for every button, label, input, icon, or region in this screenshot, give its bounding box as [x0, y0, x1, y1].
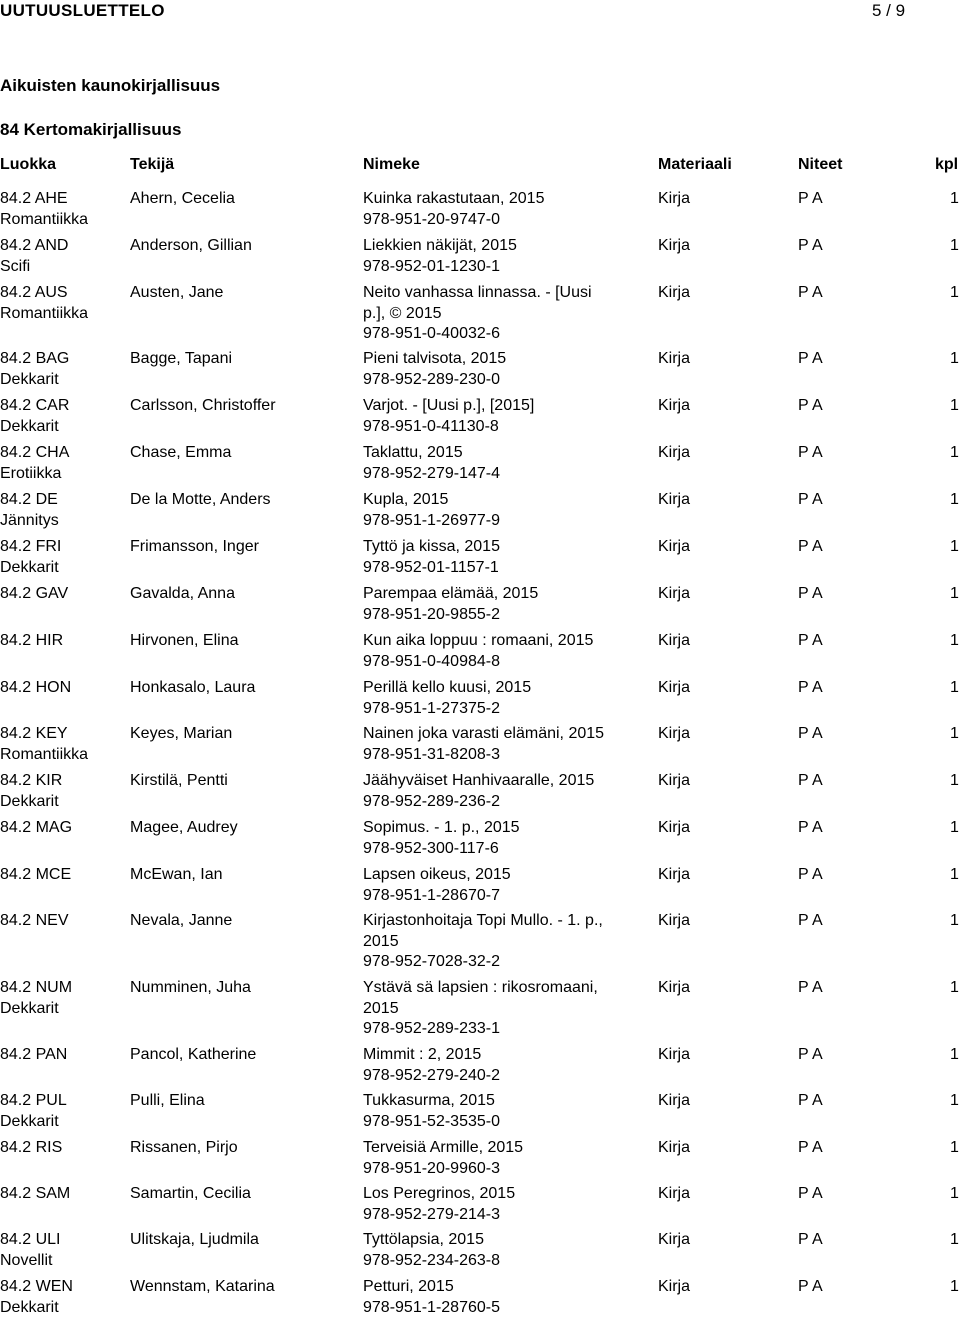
author-cell: Ahern, Cecelia: [130, 189, 355, 210]
luokka-cell: [0, 490, 125, 531]
copies-location-cell: P A: [798, 1230, 823, 1251]
title-text: p.], © 2015: [363, 304, 648, 325]
isbn-text: 978-952-289-230-0: [363, 370, 648, 391]
luokka-cell: [0, 283, 125, 324]
author-cell: Chase, Emma: [130, 443, 355, 464]
title-cell: [363, 818, 648, 859]
isbn-text: 978-952-279-147-4: [363, 464, 648, 485]
title-text: Kupla, 2015: [363, 490, 648, 511]
title-cell: [363, 631, 648, 672]
genre-label: Novellit: [0, 1251, 125, 1272]
isbn-text: 978-951-31-8208-3: [363, 745, 648, 766]
isbn-text: 978-951-0-40032-6: [363, 324, 648, 345]
count-cell: 1: [950, 584, 959, 605]
luokka-cell: [0, 865, 125, 886]
genre-label: Dekkarit: [0, 1112, 125, 1133]
class-code: 84.2 BAG: [0, 349, 125, 370]
author-cell: Samartin, Cecilia: [130, 1184, 355, 1205]
class-code: 84.2 HIR: [0, 631, 125, 652]
title-cell: [363, 1184, 648, 1225]
count-cell: 1: [950, 631, 959, 652]
class-code: 84.2 PUL: [0, 1091, 125, 1112]
class-code: 84.2 RIS: [0, 1138, 125, 1159]
author-cell: Kirstilä, Pentti: [130, 771, 355, 792]
author-cell: Carlsson, Christoffer: [130, 396, 355, 417]
genre-label: Dekkarit: [0, 792, 125, 813]
title-cell: [363, 189, 648, 230]
author-cell: Pulli, Elina: [130, 1091, 355, 1112]
title-cell: [363, 865, 648, 906]
copies-location-cell: P A: [798, 771, 823, 792]
count-cell: 1: [950, 236, 959, 257]
material-cell: Kirja: [658, 537, 690, 558]
isbn-text: 978-952-300-117-6: [363, 839, 648, 860]
class-code: 84.2 NUM: [0, 978, 125, 999]
title-cell: [363, 1277, 648, 1318]
class-code: 84.2 HON: [0, 678, 125, 699]
material-cell: Kirja: [658, 189, 690, 210]
author-cell: Numminen, Juha: [130, 978, 355, 999]
luokka-cell: [0, 189, 125, 230]
title-text: Jäähyväiset Hanhivaaralle, 2015: [363, 771, 648, 792]
class-code: 84.2 FRI: [0, 537, 125, 558]
material-cell: Kirja: [658, 1091, 690, 1112]
luokka-cell: [0, 818, 125, 839]
copies-location-cell: P A: [798, 490, 823, 511]
title-text: Nainen joka varasti elämäni, 2015: [363, 724, 648, 745]
author-cell: Gavalda, Anna: [130, 584, 355, 605]
copies-location-cell: P A: [798, 678, 823, 699]
luokka-cell: [0, 443, 125, 484]
luokka-cell: [0, 978, 125, 1019]
copies-location-cell: P A: [798, 724, 823, 745]
class-code: 84.2 AND: [0, 236, 125, 257]
luokka-cell: [0, 724, 125, 765]
material-cell: Kirja: [658, 1230, 690, 1251]
column-header-kpl: kpl: [935, 156, 958, 174]
class-code: 84.2 MAG: [0, 818, 125, 839]
title-cell: [363, 771, 648, 812]
count-cell: 1: [950, 189, 959, 210]
count-cell: 1: [950, 1091, 959, 1112]
genre-label: Romantiikka: [0, 210, 125, 231]
title-cell: [363, 911, 648, 973]
count-cell: 1: [950, 1138, 959, 1159]
title-text: Kirjastonhoitaja Topi Mullo. - 1. p.,: [363, 911, 648, 932]
author-cell: Wennstam, Katarina: [130, 1277, 355, 1298]
isbn-text: 978-951-52-3535-0: [363, 1112, 648, 1133]
column-header-luokka: Luokka: [0, 156, 56, 174]
title-text: Terveisiä Armille, 2015: [363, 1138, 648, 1159]
count-cell: 1: [950, 865, 959, 886]
class-code: 84.2 KIR: [0, 771, 125, 792]
material-cell: Kirja: [658, 283, 690, 304]
isbn-text: 978-951-1-26977-9: [363, 511, 648, 532]
isbn-text: 978-951-1-27375-2: [363, 699, 648, 720]
count-cell: 1: [950, 1184, 959, 1205]
luokka-cell: [0, 771, 125, 812]
class-code: 84.2 WEN: [0, 1277, 125, 1298]
title-text: Mimmit : 2, 2015: [363, 1045, 648, 1066]
count-cell: 1: [950, 1230, 959, 1251]
copies-location-cell: P A: [798, 283, 823, 304]
isbn-text: 978-951-20-9747-0: [363, 210, 648, 231]
copies-location-cell: P A: [798, 349, 823, 370]
title-cell: [363, 1091, 648, 1132]
genre-label: Dekkarit: [0, 417, 125, 438]
title-text: Neito vanhassa linnassa. - [Uusi: [363, 283, 648, 304]
class-code: 84.2 SAM: [0, 1184, 125, 1205]
column-header-tekija: Tekijä: [130, 156, 174, 174]
material-cell: Kirja: [658, 724, 690, 745]
title-text: Tyttölapsia, 2015: [363, 1230, 648, 1251]
class-code: 84.2 NEV: [0, 911, 125, 932]
author-cell: Magee, Audrey: [130, 818, 355, 839]
material-cell: Kirja: [658, 1138, 690, 1159]
title-text: Tukkasurma, 2015: [363, 1091, 648, 1112]
title-text: Petturi, 2015: [363, 1277, 648, 1298]
title-text: Ystävä sä lapsien : rikosromaani,: [363, 978, 648, 999]
title-cell: [363, 396, 648, 437]
material-cell: Kirja: [658, 443, 690, 464]
copies-location-cell: P A: [798, 1045, 823, 1066]
count-cell: 1: [950, 724, 959, 745]
title-text: Los Peregrinos, 2015: [363, 1184, 648, 1205]
title-text: Parempaa elämää, 2015: [363, 584, 648, 605]
title-cell: [363, 537, 648, 578]
count-cell: 1: [950, 771, 959, 792]
count-cell: 1: [950, 443, 959, 464]
isbn-text: 978-951-1-28760-5: [363, 1298, 648, 1318]
copies-location-cell: P A: [798, 865, 823, 886]
title-cell: [363, 283, 648, 345]
genre-label: Dekkarit: [0, 1298, 125, 1318]
isbn-text: 978-952-01-1230-1: [363, 257, 648, 278]
isbn-text: 978-952-279-240-2: [363, 1066, 648, 1087]
luokka-cell: [0, 1230, 125, 1271]
class-code: 84.2 ULI: [0, 1230, 125, 1251]
title-cell: [363, 443, 648, 484]
author-cell: Honkasalo, Laura: [130, 678, 355, 699]
author-cell: Ulitskaja, Ljudmila: [130, 1230, 355, 1251]
count-cell: 1: [950, 349, 959, 370]
title-cell: [363, 724, 648, 765]
class-code: 84.2 DE: [0, 490, 125, 511]
luokka-cell: [0, 631, 125, 652]
author-cell: Hirvonen, Elina: [130, 631, 355, 652]
copies-location-cell: P A: [798, 1184, 823, 1205]
title-text: Pieni talvisota, 2015: [363, 349, 648, 370]
title-text: Lapsen oikeus, 2015: [363, 865, 648, 886]
column-header-nimeke: Nimeke: [363, 156, 420, 174]
copies-location-cell: P A: [798, 1138, 823, 1159]
genre-label: Dekkarit: [0, 370, 125, 391]
material-cell: Kirja: [658, 1045, 690, 1066]
author-cell: Pancol, Katherine: [130, 1045, 355, 1066]
material-cell: Kirja: [658, 978, 690, 999]
copies-location-cell: P A: [798, 911, 823, 932]
class-code: 84.2 MCE: [0, 865, 125, 886]
count-cell: 1: [950, 818, 959, 839]
luokka-cell: [0, 584, 125, 605]
genre-label: Erotiikka: [0, 464, 125, 485]
luokka-cell: [0, 678, 125, 699]
title-text: Liekkien näkijät, 2015: [363, 236, 648, 257]
title-cell: [363, 678, 648, 719]
isbn-text: 978-952-7028-32-2: [363, 952, 648, 973]
luokka-cell: [0, 1091, 125, 1132]
material-cell: Kirja: [658, 349, 690, 370]
class-code: 84.2 CHA: [0, 443, 125, 464]
title-text: Tyttö ja kissa, 2015: [363, 537, 648, 558]
title-cell: [363, 584, 648, 625]
title-cell: [363, 349, 648, 390]
copies-location-cell: P A: [798, 443, 823, 464]
count-cell: 1: [950, 396, 959, 417]
material-cell: Kirja: [658, 771, 690, 792]
title-cell: [363, 236, 648, 277]
luokka-cell: [0, 1138, 125, 1159]
title-text: Kun aika loppuu : romaani, 2015: [363, 631, 648, 652]
title-cell: [363, 978, 648, 1040]
material-cell: Kirja: [658, 1184, 690, 1205]
luokka-cell: [0, 349, 125, 390]
class-code: 84.2 PAN: [0, 1045, 125, 1066]
copies-location-cell: P A: [798, 1091, 823, 1112]
material-cell: Kirja: [658, 236, 690, 257]
luokka-cell: [0, 1184, 125, 1205]
material-cell: Kirja: [658, 396, 690, 417]
luokka-cell: [0, 1045, 125, 1066]
author-cell: Bagge, Tapani: [130, 349, 355, 370]
author-cell: Frimansson, Inger: [130, 537, 355, 558]
material-cell: Kirja: [658, 490, 690, 511]
author-cell: McEwan, Ian: [130, 865, 355, 886]
material-cell: Kirja: [658, 678, 690, 699]
isbn-text: 978-952-234-263-8: [363, 1251, 648, 1272]
page-number: 5 / 9: [872, 1, 905, 21]
isbn-text: 978-952-289-233-1: [363, 1019, 648, 1040]
copies-location-cell: P A: [798, 396, 823, 417]
author-cell: Anderson, Gillian: [130, 236, 355, 257]
isbn-text: 978-952-01-1157-1: [363, 558, 648, 579]
author-cell: De la Motte, Anders: [130, 490, 355, 511]
copies-location-cell: P A: [798, 236, 823, 257]
title-text: Varjot. - [Uusi p.], [2015]: [363, 396, 648, 417]
title-text: 2015: [363, 999, 648, 1020]
table-header: [0, 156, 960, 176]
author-cell: Nevala, Janne: [130, 911, 355, 932]
count-cell: 1: [950, 283, 959, 304]
count-cell: 1: [950, 978, 959, 999]
isbn-text: 978-951-1-28670-7: [363, 886, 648, 907]
luokka-cell: [0, 236, 125, 277]
copies-location-cell: P A: [798, 584, 823, 605]
count-cell: 1: [950, 1277, 959, 1298]
author-cell: Keyes, Marian: [130, 724, 355, 745]
subsection-heading: 84 Kertomakirjallisuus: [0, 120, 181, 140]
page-header: [0, 0, 960, 24]
count-cell: 1: [950, 678, 959, 699]
isbn-text: 978-952-279-214-3: [363, 1205, 648, 1226]
material-cell: Kirja: [658, 911, 690, 932]
title-text: Kuinka rakastutaan, 2015: [363, 189, 648, 210]
luokka-cell: [0, 911, 125, 932]
title-cell: [363, 490, 648, 531]
class-code: 84.2 AUS: [0, 283, 125, 304]
count-cell: 1: [950, 490, 959, 511]
luokka-cell: [0, 537, 125, 578]
class-code: 84.2 GAV: [0, 584, 125, 605]
genre-label: Dekkarit: [0, 999, 125, 1020]
material-cell: Kirja: [658, 1277, 690, 1298]
class-code: 84.2 AHE: [0, 189, 125, 210]
copies-location-cell: P A: [798, 818, 823, 839]
count-cell: 1: [950, 1045, 959, 1066]
genre-label: Scifi: [0, 257, 125, 278]
title-cell: [363, 1230, 648, 1271]
isbn-text: 978-952-289-236-2: [363, 792, 648, 813]
isbn-text: 978-951-20-9960-3: [363, 1159, 648, 1180]
luokka-cell: [0, 1277, 125, 1318]
genre-label: Jännitys: [0, 511, 125, 532]
material-cell: Kirja: [658, 631, 690, 652]
author-cell: Rissanen, Pirjo: [130, 1138, 355, 1159]
column-header-materiaali: Materiaali: [658, 156, 732, 174]
title-cell: [363, 1138, 648, 1179]
title-cell: [363, 1045, 648, 1086]
title-text: Perillä kello kuusi, 2015: [363, 678, 648, 699]
material-cell: Kirja: [658, 865, 690, 886]
section-heading: Aikuisten kaunokirjallisuus: [0, 76, 220, 96]
copies-location-cell: P A: [798, 631, 823, 652]
material-cell: Kirja: [658, 584, 690, 605]
copies-location-cell: P A: [798, 1277, 823, 1298]
copies-location-cell: P A: [798, 978, 823, 999]
document-title: UUTUUSLUETTELO: [0, 1, 165, 21]
copies-location-cell: P A: [798, 189, 823, 210]
genre-label: Dekkarit: [0, 558, 125, 579]
material-cell: Kirja: [658, 818, 690, 839]
title-text: Sopimus. - 1. p., 2015: [363, 818, 648, 839]
author-cell: Austen, Jane: [130, 283, 355, 304]
isbn-text: 978-951-0-40984-8: [363, 652, 648, 673]
genre-label: Romantiikka: [0, 304, 125, 325]
title-text: 2015: [363, 932, 648, 953]
luokka-cell: [0, 396, 125, 437]
title-text: Taklattu, 2015: [363, 443, 648, 464]
isbn-text: 978-951-0-41130-8: [363, 417, 648, 438]
copies-location-cell: P A: [798, 537, 823, 558]
class-code: 84.2 KEY: [0, 724, 125, 745]
column-header-niteet: Niteet: [798, 156, 842, 174]
count-cell: 1: [950, 537, 959, 558]
isbn-text: 978-951-20-9855-2: [363, 605, 648, 626]
class-code: 84.2 CAR: [0, 396, 125, 417]
genre-label: Romantiikka: [0, 745, 125, 766]
count-cell: 1: [950, 911, 959, 932]
